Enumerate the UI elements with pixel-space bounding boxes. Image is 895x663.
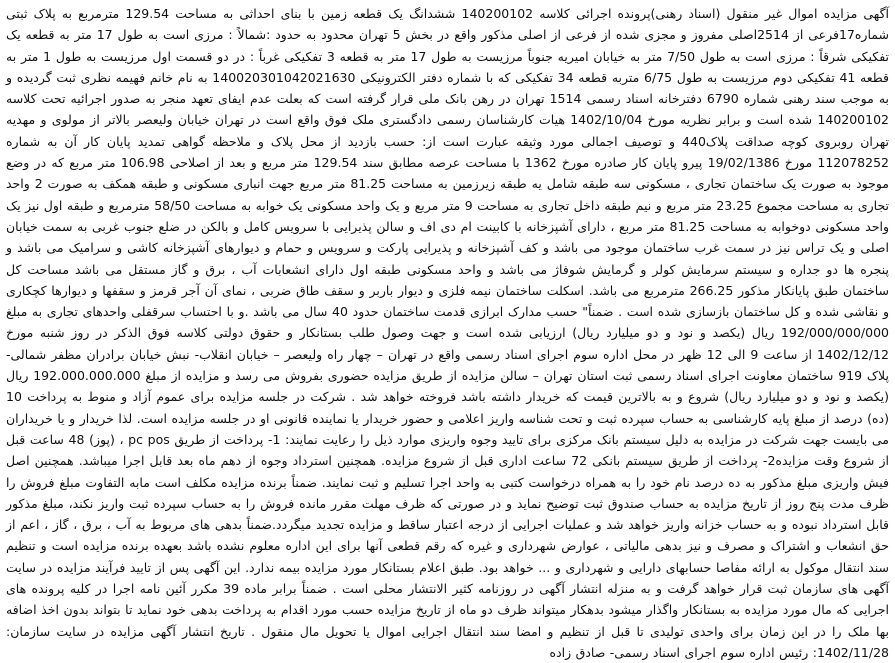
auction-notice-text: آگهی مزایده اموال غیر منقول (اسناد رهنی)پرونده اجرائی کلاسه 140200102 ششدانگ یک قطعه زمین با بنای احداثی به مساحت 129.54 مترمربع به پلاک ثبتی شماره17فرعی از 2514اصلی مفروز و مجزی شده از فرعی از اصلی مذکور واقع در بخش 5 تهران محدود به حدود :شمالاً : مرزی است به طول 17 متر به قطعه یک تفکیکی شرقاً : مرزی است به طول 7/50 متر به خیابان امیریه جنوباً مرزیست به طول 17 متر به قطعه 3 تفکیکی غرباً : در دو قسمت اول مرزیست به طول 1 متر به قطعه 41 تفکیکی دوم مرزیست به طول 6/75 متربه قطعه 34 تفکیکی که با شماره دفتر الکترونیکی 140020301042021630 به نام خانم فهیمه نظری ثبت گردیده و به موجب سند رهنی شماره 6790 دفترخانه اسناد رسمی 1514 تهران در رهن بانک ملی قرار گرفته است که بعلت عدم ایفای تعهد منجر به صدور اجرائیه تحت کلاسه 140200102 شده است و برابر نظریه مورخ 1402/10/04 هیات کارشناسان رسمی دادگستری ملک فوق واقع است در تهران خیابان ولیعصر بالاتر از مولوی و مهدیه تهران روبروی کوچه صداقت پلاک440 و توصیف اجمالی مورد وثیقه عبارت است از: حسب بازدید از محل پلاک و ملاحظه گواهی تمدید پایان کار آن به شماره 112078252 مورخ 19/02/1386 پیرو پایان کار صادره مورخ 1362 با مساحت عرصه مطابق سند 129.54 متر مربع و بعد از اصلاحی 106.98 متر مربع که در وضع موجود به صورت یک ساختمان تجاری ، مسکونی سه طبقه شامل یه طبقه زیرزمین به مساحت 81.25 متر مربع جهت انباری مسکونی و طبقه همکف به صورت 2 واحد تجاری به مساحت مجموع 23.25 متر مربع و نیم طبقه داخل تجاری به مساحت 9 متر مربع و یک واحد مسکونی یک خوابه به مساحت 58/50 مترمربع و طبقه اول نیز یک واحد مسکونی دوخوابه به مساحت 81.25 متر مربع ، دارای آشپزخانه با کابینت ام دی اف و سالن پذیرایی با سرویس کامل و بالکن در ضلع جنوب غربی به سمت خیابان اصلی و یک تراس نیز در سمت غرب ساختمان موجود می باشد و کف آشپزخانه و پذیرایی پارکت و سرویس و حمام و دیوارهای آشپزخانه کاشی و سرامیک می باشد و پنجره ها دو جداره و سیستم سرمایش کولر و گرمایش شوفاژ می باشد و واحد مسکونی طبقه اول دارای انشعابات آب ، برق و گاز مستقل می باشد مساحت کل ساختمان طبق پایانکار مذکور 266.25 مترمربع می باشد. اسکلت ساختمان نیمه فلزی و دیوار باربر و سقف طاق ضربی ، نمای آن آجر قرمز و سقفها و دیوارها کچکاری و نقاشی شده و کل ساختمان بازسازی شده است . ضمناً" حسب مدارک ابرازی قدمت ساختمان حدود 40 سال می باشد .و با احتساب سرقفلی واحدهای تجاری به مبلغ 192/000/000/000 ریال (یکصد و نود و دو میلیارد ریال) ارزیابی شده است و جهت وصول طلب بستانکار و حقوق دولتی کلاسه فوق الذکر در روز شنبه مورخ 1402/12/12 از ساعت 9 الی 12 ظهر در محل اداره سوم اجرای اسناد رسمی واقع در تهران – چهار راه ولیعصر – خیابان انقلاب- نبش خیابان برادران مظفر شمالی- پلاک 919 ساختمان معاونت اجرای اسناد رسمی ثبت استان تهران – سالن مزایده از طریق مزایده حضوری بفروش می رسد و مزایده از مبلغ 192.000.000.000 ریال (یکصد و نود و دو میلیارد ریال) شروع و به بالاترین قیمت که خریدار داشته باشد فروخته خواهد شد . شرکت در جلسه مزایده برای عموم آزاد و منوط به پرداخت 10 (ده) درصد از مبلغ پایه کارشناسی به حساب سپرده ثبت و تحت شناسه واریز اعلامی و حضور خریدار یا نماینده قانونی او در جلسه مزایده است. لذا خریدار و یا خریداران می بایست جهت شرکت در مزایده به دلیل سیستم بانک مرکزی برای تایید وجوه واریزی موارد ذیل را رعایت نمایند: 1- پرداخت از طریق pc pos ، (پوز) 48 ساعت قبل از شروع وقت مزایده2- پرداخت از طریق سیستم بانکی 72 ساعت اداری قبل از شروع مزایده. همچنین استرداد وجوه از دهم ماه بعد قابل اجرا میباشد. همچنین اصل فیش واریزی مبلغ مذکور به ده درصد نام خود را به همراه درخواست کتبی به واحد اجرا تسلیم و ثبت نمایند. ضمناً برنده مزایده مکلف است مابه التفاوت مبلغ فروش را ظرف مدت پنج روز از تاریخ مزایده به حساب صندوق ثبت توضیح نماید و در صورتی که ظرف مهلت مقرر مانده فروش را به حساب سپرده ثبت واریز نکند، مبلغ مذکور قابل استرداد نبوده و به حساب خزانه واریز خواهد شد و عملیات اجرایی از درجه اعتبار ساقط و مزایده تجدید میگردد.ضمناً بدهی های مربوط به آب ، برق ، گاز ، اعم از حق انشعاب و اشتراک و مصرف و نیز بدهی مالیاتی ، عوارض شهرداری و غیره که رقم قطعی آنها برای این اداره معلوم نشده باشد بعهده برنده مزایده است و تنظیم سند انتقال موکول به ارائه مفاصا حسابهای دارایی و شهرداری و ... خواهد بود. طبق اعلام بستانکار مورد مزایده بیمه ندارد. این آگهی پس از تایید فرآیند مزایده در سایت آگهی های سازمان ثبت قرار خواهد گرفت و به منزله انتشار آگهی در روزنامه کثیر الانتشار محلی است . ضمناً برابر ماده 39 مکرر آئین نامه اجرا در کلیه پرونده های اجرایی که مال مورد مزایده به بستانکار واگذار میشود بدهکار میتواند ظرف دو ماه از تاریخ مزایده حسب مورد اقدام به پرداخت بدهی خود نماید تا بتواند بدون اخذ اضافه بها ملک را در این زمان برای واحدی تولیدی تا قبل از تنظیم و امضا سند انتقال اجرایی اموال یا تحویل مال منقول . تاریخ انتشار آگهی مزایده در سایت سازمان: 1402/11/28: رئیس اداره سوم اجرای اسناد رسمی- صادق زاده bbox=[6, 6, 890, 660]
